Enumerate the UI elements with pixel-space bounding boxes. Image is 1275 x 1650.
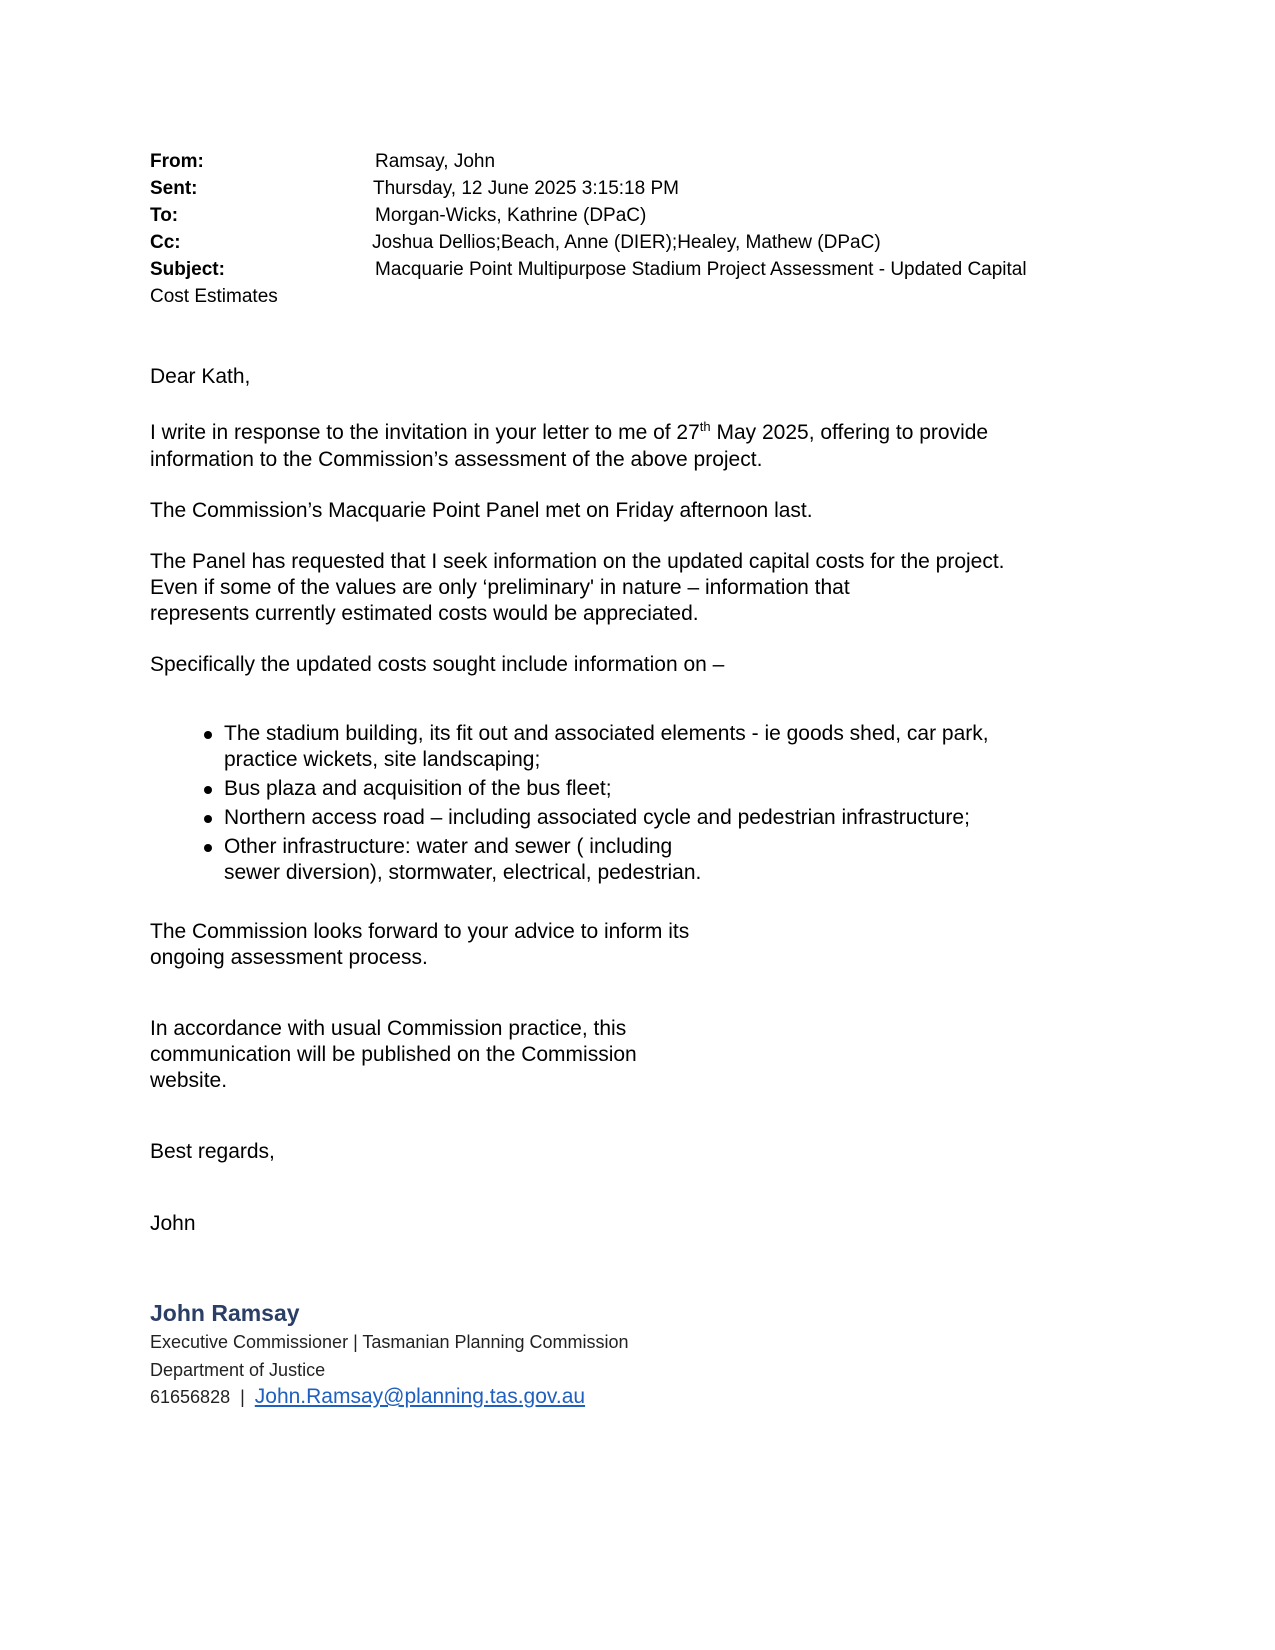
bullet-icon	[204, 786, 212, 794]
paragraph-1-text-a: I write in response to the invitation in your letter to me of 27	[150, 421, 700, 444]
greeting: Dear Kath,	[150, 365, 251, 388]
subject-value: Macquarie Point Multipurpose Stadium Project Assessment - Updated Capital	[375, 259, 1027, 280]
paragraph-5-line-2: ongoing assessment process.	[150, 946, 428, 969]
paragraph-1-line-2: information to the Commission’s assessment of the above project.	[150, 448, 763, 471]
list-item	[150, 805, 989, 831]
signature-title: Executive Commissioner | Tasmanian Planning Commission	[150, 1332, 629, 1352]
signature-phone: 61656828 |	[150, 1387, 255, 1407]
paragraph-6-line-3: website.	[150, 1069, 228, 1092]
cc-value: Joshua Dellios;Beach, Anne (DIER);Healey, Mathew (DPaC)	[372, 232, 881, 253]
paragraph-3-line-1: The Panel has requested that I seek information on the updated capital costs for the project.	[150, 550, 1005, 573]
signature-name: John Ramsay	[150, 1300, 300, 1326]
paragraph-2: The Commission’s Macquarie Point Panel met on Friday afternoon last.	[150, 499, 813, 522]
bullet-icon	[204, 815, 212, 823]
paragraph-1-line-1	[150, 420, 988, 446]
closing: Best regards,	[150, 1140, 275, 1163]
cc-label: Cc:	[150, 232, 181, 253]
list-item-line: practice wickets, site landscaping;	[224, 748, 541, 771]
sent-value: Thursday, 12 June 2025 3:15:18 PM	[373, 178, 679, 199]
paragraph-6-line-2: communication will be published on the Commission	[150, 1043, 637, 1066]
bullet-icon	[204, 844, 212, 852]
paragraph-3-line-2: Even if some of the values are only ‘preliminary' in nature – information that	[150, 576, 850, 599]
list-item	[150, 776, 989, 802]
paragraph-5-line-1: The Commission looks forward to your advice to inform its	[150, 920, 690, 943]
bullet-icon	[204, 731, 212, 739]
list-item	[150, 721, 989, 773]
paragraph-3-line-3: represents currently estimated costs would be appreciated.	[150, 602, 699, 625]
subject-label: Subject:	[150, 259, 225, 280]
list-item-line: Other infrastructure: water and sewer ( including	[224, 835, 673, 858]
paragraph-1-text-b: May 2025, offering to provide	[710, 421, 989, 444]
from-label: From:	[150, 151, 204, 172]
list-item-line: The stadium building, its fit out and associated elements - ie goods shed, car park,	[224, 722, 989, 745]
list-item-line: Northern access road – including associated cycle and pedestrian infrastructure;	[224, 806, 970, 829]
cost-items-list	[150, 721, 989, 889]
paragraph-4: Specifically the updated costs sought include information on –	[150, 653, 725, 676]
to-label: To:	[150, 205, 179, 226]
paragraph-6-line-1: In accordance with usual Commission practice, this	[150, 1017, 627, 1040]
list-item-line: Bus plaza and acquisition of the bus fleet;	[224, 777, 612, 800]
sent-label: Sent:	[150, 178, 198, 199]
to-value: Morgan-Wicks, Kathrine (DPaC)	[375, 205, 647, 226]
signature-contact	[150, 1386, 585, 1408]
list-item	[150, 834, 989, 886]
email-link[interactable]: John.Ramsay@planning.tas.gov.au	[254, 1385, 586, 1408]
signature-department: Department of Justice	[150, 1360, 326, 1380]
signoff: John	[150, 1212, 196, 1235]
from-value: Ramsay, John	[375, 151, 496, 172]
list-item-line: sewer diversion), stormwater, electrical, pedestrian.	[224, 861, 702, 884]
ordinal-suffix: th	[699, 419, 711, 434]
subject-continuation: Cost Estimates	[150, 286, 278, 307]
